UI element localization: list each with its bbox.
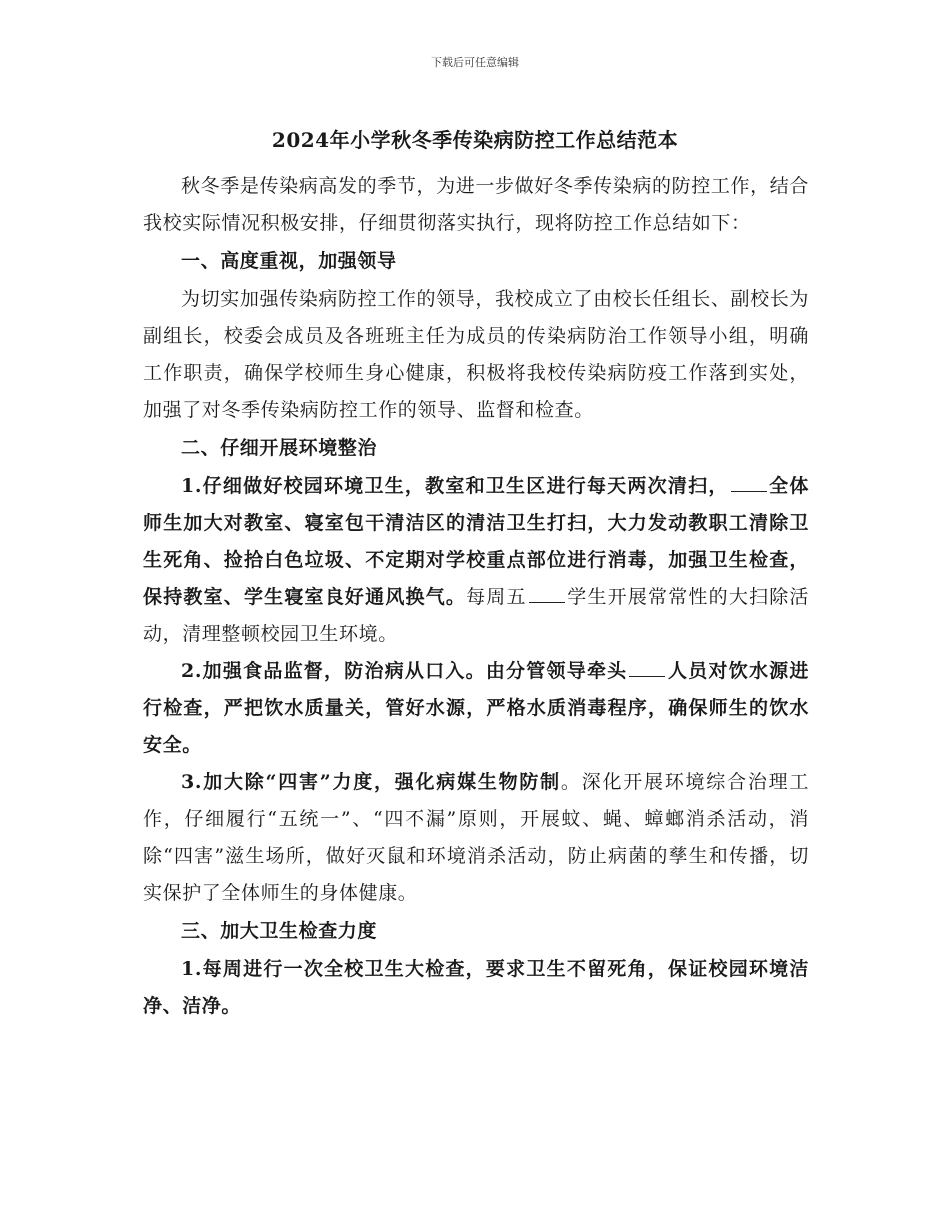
item-1-bold-part-b: 全体师生加大对教室、寝室包干清洁区的清洁卫生打扫，大力发动教职工清除卫生死角、捡拾白色垃圾、不定期对学校重点部位进行消毒，加强卫生检查，保持教室、学生寝室良好通风换气。 bbox=[143, 475, 809, 608]
fill-blank bbox=[629, 657, 665, 677]
item-2-bold-part-b: 人员对饮水源进行检查，严把饮水质量关，管好水源，严格水质消毒程序，确保师生的饮水安全。 bbox=[143, 660, 810, 756]
section-2-heading: 二、仔细开展环境整治 bbox=[181, 437, 378, 459]
section-2-item-3 bbox=[143, 764, 809, 912]
item-3-bold-part: 3.加大除“四害”力度，强化病媒生物防制 bbox=[181, 771, 561, 793]
intro-paragraph: 秋冬季是传染病高发的季节，为进一步做好冬季传染病的防控工作，结合我校实际情况积极安排，仔细贯彻落实执行，现将防控工作总结如下： bbox=[143, 175, 809, 234]
section-1-paragraph: 为切实加强传染病防控工作的领导，我校成立了由校长任组长、副校长为副组长，校委会成员及各班班主任为成员的传染病防治工作领导小组，明确工作职责，确保学校师生身心健康，积极将我校传染病防疫工作落到实处，加强了对冬季传染病防控工作的领导、监督和检查。 bbox=[143, 288, 809, 421]
section-2-item-2 bbox=[143, 653, 809, 764]
document-body bbox=[143, 168, 809, 1025]
document-title: 2024年小学秋冬季传染病防控工作总结范本 bbox=[271, 128, 679, 152]
section-1-heading: 一、高度重视，加强领导 bbox=[181, 250, 397, 272]
fill-blank bbox=[731, 472, 767, 492]
page-header-note: 下载后可任意编辑 bbox=[431, 56, 519, 69]
item-1-normal-part-b: 学生开展常常性的大扫除活动，清理整顿校园卫生环境。 bbox=[143, 586, 810, 645]
item-1-normal-part-a: 每周五 bbox=[466, 586, 527, 608]
fill-blank bbox=[529, 583, 565, 603]
section-3-heading: 三、加大卫生检查力度 bbox=[181, 920, 378, 942]
item-2-bold-part-a: 2.加强食品监督，防治病从口入。由分管领导牵头 bbox=[181, 660, 628, 682]
item-1-bold-part-a: 1.仔细做好校园环境卫生，教室和卫生区进行每天两次清扫， bbox=[181, 475, 729, 497]
item-3-normal-part: 。深化开展环境综合治理工作，仔细履行“五统一”、“四不漏”原则，开展蚊、蝇、蟑螂消杀活动，消除“四害”滋生场所，做好灭鼠和环境消杀活动，防止病菌的孳生和传播，切实保护了全体师生的身体健康。 bbox=[143, 771, 809, 904]
section-2-item-1 bbox=[143, 468, 809, 653]
section-3-item-1: 1.每周进行一次全校卫生大检查，要求卫生不留死角，保证校园环境洁净、洁净。 bbox=[143, 958, 809, 1017]
